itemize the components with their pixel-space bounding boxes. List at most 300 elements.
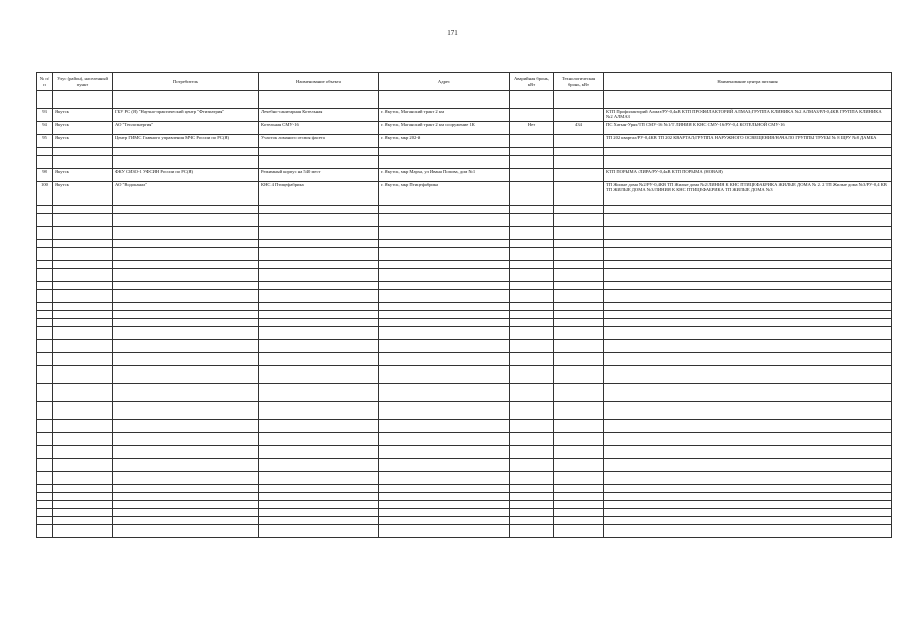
cell-district	[53, 290, 113, 303]
cell-emergency-reserve	[510, 248, 554, 261]
cell-consumer	[113, 340, 259, 353]
cell-district	[53, 261, 113, 269]
cell-consumer	[113, 353, 259, 366]
cell-technological-reserve	[554, 420, 604, 433]
cell-technological-reserve	[554, 169, 604, 182]
col-header-consumer: Потребитель	[113, 73, 259, 91]
cell-row-number: 98	[37, 169, 53, 182]
cell-consumer	[113, 384, 259, 402]
cell-consumer: ФКУ СИЗО-1 УФСИН России по РС(Я)	[113, 169, 259, 182]
cell-emergency-reserve	[510, 206, 554, 214]
cell-power-center: ПС Хатын-Урях/ТП СМУ-16 №1/Т ЛИНИЯ К КНС СМУ-16/РУ-0,4 КОТЕЛЬНОЙ СМУ-16	[604, 122, 892, 135]
cell-row-number	[37, 282, 53, 290]
cell-row-number	[37, 148, 53, 156]
cell-emergency-reserve	[510, 109, 554, 122]
cell-consumer	[113, 206, 259, 214]
cell-row-number	[37, 525, 53, 538]
cell-consumer	[113, 303, 259, 311]
cell-power-center	[604, 525, 892, 538]
cell-address	[379, 214, 510, 227]
cell-object-name	[259, 303, 379, 311]
cell-consumer	[113, 214, 259, 227]
cell-district	[53, 303, 113, 311]
cell-consumer	[113, 366, 259, 384]
cell-power-center	[604, 402, 892, 420]
cell-object-name	[259, 509, 379, 517]
cell-object-name	[259, 517, 379, 525]
cell-object-name	[259, 282, 379, 290]
cell-row-number	[37, 485, 53, 493]
cell-emergency-reserve	[510, 384, 554, 402]
cell-object-name	[259, 420, 379, 433]
cell-technological-reserve	[554, 303, 604, 311]
cell-emergency-reserve	[510, 240, 554, 248]
cell-district	[53, 485, 113, 493]
cell-district	[53, 525, 113, 538]
cell-district	[53, 319, 113, 327]
cell-district	[53, 248, 113, 261]
cell-consumer	[113, 91, 259, 109]
cell-address	[379, 319, 510, 327]
cell-consumer: АО "Водоканал"	[113, 182, 259, 206]
cell-row-number	[37, 509, 53, 517]
cell-object-name	[259, 501, 379, 509]
cell-technological-reserve	[554, 269, 604, 282]
cell-district	[53, 206, 113, 214]
cell-row-number	[37, 446, 53, 459]
cell-consumer	[113, 433, 259, 446]
cell-object-name	[259, 148, 379, 156]
cell-address	[379, 303, 510, 311]
cell-row-number	[37, 353, 53, 366]
cell-district	[53, 269, 113, 282]
cell-consumer	[113, 261, 259, 269]
cell-technological-reserve	[554, 509, 604, 517]
cell-technological-reserve	[554, 135, 604, 148]
table-row	[37, 214, 892, 227]
cell-object-name	[259, 353, 379, 366]
cell-emergency-reserve	[510, 501, 554, 509]
cell-object-name: Участок ломаного отсвоя фасета	[259, 135, 379, 148]
cell-district	[53, 91, 113, 109]
cell-technological-reserve	[554, 206, 604, 214]
page-number: 171	[447, 29, 458, 37]
cell-district	[53, 517, 113, 525]
cell-technological-reserve	[554, 446, 604, 459]
table-row	[37, 282, 892, 290]
cell-consumer	[113, 311, 259, 319]
cell-technological-reserve	[554, 248, 604, 261]
table-row	[37, 248, 892, 261]
cell-object-name	[259, 493, 379, 501]
cell-row-number	[37, 303, 53, 311]
cell-emergency-reserve: Нет	[510, 122, 554, 135]
cell-power-center	[604, 269, 892, 282]
table-row	[37, 327, 892, 340]
cell-technological-reserve	[554, 311, 604, 319]
cell-address	[379, 402, 510, 420]
cell-power-center	[604, 282, 892, 290]
cell-emergency-reserve	[510, 227, 554, 240]
cell-object-name	[259, 214, 379, 227]
cell-consumer	[113, 402, 259, 420]
cell-consumer: ГБУ РС (Я) "Научно-практический центр "Фтизиатрия"	[113, 109, 259, 122]
cell-address	[379, 366, 510, 384]
cell-district	[53, 214, 113, 227]
cell-emergency-reserve	[510, 182, 554, 206]
cell-object-name	[259, 91, 379, 109]
table-row	[37, 509, 892, 517]
cell-consumer	[113, 517, 259, 525]
cell-emergency-reserve	[510, 269, 554, 282]
cell-row-number	[37, 91, 53, 109]
cell-district	[53, 311, 113, 319]
cell-object-name	[259, 525, 379, 538]
cell-object-name	[259, 446, 379, 459]
cell-power-center	[604, 91, 892, 109]
cell-consumer	[113, 509, 259, 517]
cell-district: Якутск	[53, 169, 113, 182]
table-row	[37, 240, 892, 248]
cell-consumer	[113, 282, 259, 290]
cell-address	[379, 148, 510, 156]
table-row	[37, 269, 892, 282]
cell-address	[379, 311, 510, 319]
cell-address	[379, 446, 510, 459]
cell-object-name	[259, 472, 379, 485]
cell-technological-reserve	[554, 240, 604, 248]
cell-power-center	[604, 227, 892, 240]
cell-row-number	[37, 269, 53, 282]
cell-power-center	[604, 311, 892, 319]
cell-consumer	[113, 472, 259, 485]
table-row	[37, 169, 892, 182]
cell-address	[379, 91, 510, 109]
cell-power-center	[604, 290, 892, 303]
table-row	[37, 182, 892, 206]
cell-consumer	[113, 319, 259, 327]
cell-technological-reserve	[554, 525, 604, 538]
cell-object-name	[259, 269, 379, 282]
cell-emergency-reserve	[510, 214, 554, 227]
cell-row-number	[37, 517, 53, 525]
col-header-technological-reserve: Технологическая бронь, кВт	[554, 73, 604, 91]
cell-consumer	[113, 148, 259, 156]
cell-technological-reserve	[554, 148, 604, 156]
table-body	[37, 91, 892, 538]
cell-address	[379, 459, 510, 472]
cell-consumer	[113, 156, 259, 169]
cell-power-center	[604, 148, 892, 156]
cell-consumer	[113, 485, 259, 493]
cell-emergency-reserve	[510, 156, 554, 169]
cell-address	[379, 433, 510, 446]
cell-address	[379, 327, 510, 340]
table-row	[37, 501, 892, 509]
cell-emergency-reserve	[510, 91, 554, 109]
table-row	[37, 148, 892, 156]
cell-consumer	[113, 227, 259, 240]
cell-power-center	[604, 340, 892, 353]
cell-technological-reserve	[554, 485, 604, 493]
cell-emergency-reserve	[510, 135, 554, 148]
cell-technological-reserve	[554, 493, 604, 501]
cell-row-number	[37, 420, 53, 433]
cell-address	[379, 261, 510, 269]
cell-consumer	[113, 525, 259, 538]
cell-technological-reserve	[554, 459, 604, 472]
cell-row-number: 94	[37, 122, 53, 135]
table-row	[37, 122, 892, 135]
cell-object-name	[259, 290, 379, 303]
table-row	[37, 517, 892, 525]
cell-object-name	[259, 384, 379, 402]
cell-address	[379, 248, 510, 261]
cell-object-name	[259, 311, 379, 319]
cell-power-center	[604, 261, 892, 269]
col-header-emergency-reserve: Аварийная бронь, кВт	[510, 73, 554, 91]
cell-object-name	[259, 319, 379, 327]
cell-district	[53, 501, 113, 509]
cell-power-center	[604, 433, 892, 446]
cell-consumer	[113, 248, 259, 261]
table-row	[37, 156, 892, 169]
cell-address	[379, 384, 510, 402]
cell-row-number	[37, 319, 53, 327]
cell-consumer	[113, 290, 259, 303]
table-row	[37, 525, 892, 538]
cell-district: Якутск	[53, 122, 113, 135]
cell-row-number	[37, 248, 53, 261]
cell-power-center	[604, 501, 892, 509]
cell-district: Якутск	[53, 135, 113, 148]
table-row	[37, 384, 892, 402]
cell-row-number	[37, 402, 53, 420]
cell-power-center	[604, 353, 892, 366]
cell-emergency-reserve	[510, 472, 554, 485]
cell-power-center	[604, 303, 892, 311]
cell-object-name	[259, 156, 379, 169]
cell-consumer	[113, 240, 259, 248]
col-header-address: Адрес	[379, 73, 510, 91]
cell-row-number	[37, 290, 53, 303]
cell-emergency-reserve	[510, 433, 554, 446]
table-row	[37, 446, 892, 459]
table-row	[37, 109, 892, 122]
cell-power-center	[604, 248, 892, 261]
cell-address	[379, 156, 510, 169]
cell-consumer	[113, 446, 259, 459]
cell-object-name: Котельная СМУ-16	[259, 122, 379, 135]
cell-district	[53, 384, 113, 402]
cell-row-number: 100	[37, 182, 53, 206]
cell-power-center	[604, 493, 892, 501]
cell-consumer	[113, 459, 259, 472]
cell-address: г. Якутск, мкр Марха, ул Ивана Попова, дом №1	[379, 169, 510, 182]
cell-technological-reserve	[554, 366, 604, 384]
cell-address	[379, 493, 510, 501]
table-row	[37, 472, 892, 485]
cell-row-number	[37, 384, 53, 402]
cell-technological-reserve	[554, 517, 604, 525]
cell-address	[379, 353, 510, 366]
cell-address	[379, 420, 510, 433]
cell-address	[379, 227, 510, 240]
cell-row-number	[37, 501, 53, 509]
cell-emergency-reserve	[510, 493, 554, 501]
cell-object-name	[259, 327, 379, 340]
cell-emergency-reserve	[510, 282, 554, 290]
cell-object-name	[259, 261, 379, 269]
cell-power-center	[604, 206, 892, 214]
cell-consumer	[113, 493, 259, 501]
cell-power-center: КТП ПОРЫМА /ЛИРА/РУ-0,4кВ КТП ПОРЫМА (НОВАЯ)	[604, 169, 892, 182]
cell-object-name	[259, 227, 379, 240]
cell-technological-reserve	[554, 327, 604, 340]
cell-consumer	[113, 420, 259, 433]
cell-address	[379, 485, 510, 493]
cell-district: Якутск	[53, 109, 113, 122]
cell-district: Якутск	[53, 182, 113, 206]
cell-object-name	[259, 206, 379, 214]
table-row	[37, 91, 892, 109]
cell-row-number	[37, 214, 53, 227]
cell-technological-reserve	[554, 261, 604, 269]
cell-row-number	[37, 493, 53, 501]
cell-address	[379, 517, 510, 525]
cell-technological-reserve	[554, 282, 604, 290]
table-row	[37, 206, 892, 214]
col-header-number: № п/п	[37, 73, 53, 91]
cell-object-name	[259, 402, 379, 420]
cell-row-number	[37, 366, 53, 384]
cell-object-name: Лечебно-санитарная Котельная	[259, 109, 379, 122]
table-row	[37, 135, 892, 148]
cell-technological-reserve	[554, 472, 604, 485]
cell-address	[379, 340, 510, 353]
cell-row-number	[37, 327, 53, 340]
cell-address: г. Якутск, мкр Птицефабрика	[379, 182, 510, 206]
cell-object-name: Режимный корпус на 540 мест	[259, 169, 379, 182]
cell-address	[379, 240, 510, 248]
cell-power-center	[604, 509, 892, 517]
cell-emergency-reserve	[510, 517, 554, 525]
cell-technological-reserve	[554, 227, 604, 240]
cell-object-name	[259, 485, 379, 493]
cell-object-name: КНС 4 Птицефабрика	[259, 182, 379, 206]
cell-power-center: КТП Профилакторий Алмаз/РУ-0,4кВ КТП ПРОФИЛАКТОРИЙ АЛМАЗ;ГРУППА КЛИНИКА №2 АЛМАЗ/РЛ-0,4КВ ГРУППА КЛИНИКА №2 АЛМАЗ	[604, 109, 892, 122]
cell-address	[379, 509, 510, 517]
cell-technological-reserve	[554, 402, 604, 420]
cell-emergency-reserve	[510, 290, 554, 303]
cell-technological-reserve	[554, 340, 604, 353]
cell-district	[53, 240, 113, 248]
cell-power-center	[604, 214, 892, 227]
table-row	[37, 227, 892, 240]
cell-power-center	[604, 156, 892, 169]
cell-technological-reserve	[554, 384, 604, 402]
cell-row-number	[37, 206, 53, 214]
cell-power-center: ТП Жилые дома №2/РУ-0,4КВ ТП Жилые дома №2/ЛИНИЯ К КНС ПТИЦЕФАБРИКА ЖИЛЫЕ ДОМА № 2. 2 ТП Жилые дома №3/РУ-0,4 КВ ТП ЖИЛЫЕ ДОМА №3/ЛИНИЯ К КНС ПТИЦЕФАБРИКА ТП ЖИЛЫЕ ДОМА №3	[604, 182, 892, 206]
cell-emergency-reserve	[510, 353, 554, 366]
cell-emergency-reserve	[510, 148, 554, 156]
cell-district	[53, 340, 113, 353]
cell-power-center	[604, 485, 892, 493]
cell-emergency-reserve	[510, 169, 554, 182]
cell-district	[53, 509, 113, 517]
cell-emergency-reserve	[510, 485, 554, 493]
cell-emergency-reserve	[510, 459, 554, 472]
cell-emergency-reserve	[510, 261, 554, 269]
cell-power-center: ТП 202 квартал/РУ-0,4КВ ТП 202 КВАРТАЛ;ГРУППА НАРУЖНОГО ОСВЕЩЕНИЯ/НАЧАЛО ГРУППЫ ТРУБЫ № 8 ЩРУ №8 ДАМБА	[604, 135, 892, 148]
cell-district	[53, 459, 113, 472]
cell-technological-reserve	[554, 109, 604, 122]
cell-emergency-reserve	[510, 327, 554, 340]
table-row	[37, 261, 892, 269]
table-header-row	[37, 73, 892, 91]
cell-emergency-reserve	[510, 303, 554, 311]
cell-technological-reserve	[554, 319, 604, 327]
cell-technological-reserve	[554, 501, 604, 509]
table-row	[37, 290, 892, 303]
table-row	[37, 303, 892, 311]
cell-address	[379, 525, 510, 538]
cell-row-number	[37, 311, 53, 319]
cell-technological-reserve	[554, 182, 604, 206]
table-row	[37, 493, 892, 501]
cell-row-number	[37, 240, 53, 248]
cell-consumer	[113, 269, 259, 282]
table-row	[37, 353, 892, 366]
table-row	[37, 402, 892, 420]
table-row	[37, 311, 892, 319]
table-row	[37, 420, 892, 433]
cell-object-name	[259, 340, 379, 353]
cell-address	[379, 269, 510, 282]
cell-district	[53, 472, 113, 485]
cell-address	[379, 501, 510, 509]
cell-row-number	[37, 261, 53, 269]
cell-district	[53, 493, 113, 501]
cell-row-number	[37, 156, 53, 169]
cell-district	[53, 327, 113, 340]
table-row	[37, 459, 892, 472]
cell-power-center	[604, 240, 892, 248]
cell-district	[53, 446, 113, 459]
cell-power-center	[604, 366, 892, 384]
col-header-object: Наименование объекта	[259, 73, 379, 91]
cell-consumer	[113, 501, 259, 509]
cell-district	[53, 433, 113, 446]
cell-district	[53, 156, 113, 169]
cell-consumer	[113, 327, 259, 340]
table-row	[37, 366, 892, 384]
cell-object-name	[259, 459, 379, 472]
cell-row-number	[37, 227, 53, 240]
col-header-district: Улус (район), населенный пункт	[53, 73, 113, 91]
cell-address: г. Якутск, Маганский тракт 2 км сооружение 1К	[379, 122, 510, 135]
cell-object-name	[259, 366, 379, 384]
table-row	[37, 319, 892, 327]
cell-technological-reserve: 434	[554, 122, 604, 135]
cell-emergency-reserve	[510, 402, 554, 420]
cell-address	[379, 282, 510, 290]
cell-row-number	[37, 459, 53, 472]
cell-emergency-reserve	[510, 319, 554, 327]
cell-emergency-reserve	[510, 366, 554, 384]
cell-district	[53, 227, 113, 240]
cell-power-center	[604, 472, 892, 485]
